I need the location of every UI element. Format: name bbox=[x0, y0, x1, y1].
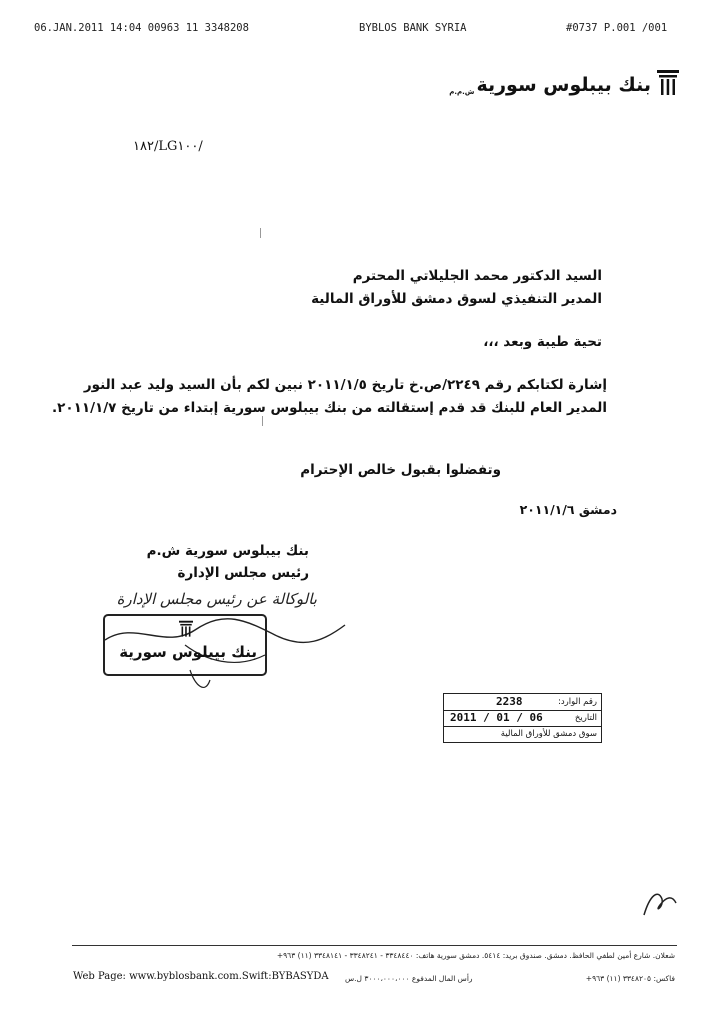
received-institution: سوق دمشق للأوراق المالية bbox=[500, 729, 597, 739]
body-line-2: المدير العام للبنك قد قدم إستقالته من بنك بيبلوس سورية إبتداء من تاريخ ٢٠١١/١/٧. bbox=[51, 400, 607, 416]
recipient-line-2: المدير التنفيذي لسوق دمشق للأوراق المالية bbox=[311, 291, 602, 307]
scan-mark bbox=[260, 228, 261, 238]
bank-stamp bbox=[103, 614, 267, 676]
initials-scribble bbox=[640, 885, 680, 921]
date-line: دمشق ٢٠١١/١/٦ bbox=[519, 502, 617, 517]
logo-text: بنك بيبلوس سوريةش.م.م bbox=[449, 74, 651, 96]
bank-stamp-text: بنك بيبلوس سورية bbox=[119, 643, 257, 661]
signatory-line-1: بنك بيبلوس سورية ش.م bbox=[146, 543, 309, 559]
handwritten-signatory: بالوكالة عن رئيس مجلس الإدارة bbox=[116, 590, 317, 608]
recipient-line-1: السيد الدكتور محمد الجليلاتي المحترم bbox=[352, 268, 602, 284]
scan-mark bbox=[262, 416, 263, 426]
body-line-1: إشارة لكتابكم رقم ٢٢٤٩/ص.خ تاريخ ٢٠١١/١/٥ نبين لكم بأن السيد وليد عبد النور bbox=[83, 377, 607, 393]
fax-sender: BYBLOS BANK SYRIA bbox=[359, 22, 467, 34]
footer-capital: رأس المال المدفوع ٣٠٠٠،٠٠٠،٠٠٠ ل.س bbox=[345, 974, 473, 983]
received-date-value: 2011 / 01 / 06 bbox=[450, 711, 543, 724]
received-date-row bbox=[444, 710, 601, 727]
footer-address: شعلان. شارع أمين لطفي الحافظ. دمشق. صندوق بريد: ٥٤١٤. دمشق سورية هاتف: ٣٣٤٨٤٤٠ - ٣٣٤٨٢٤١ - ٣٣٤٨١٤١ (١١) ٩٦٣+ bbox=[276, 951, 675, 960]
byblos-emblem-icon bbox=[657, 70, 679, 96]
received-number-label: رقم الوارد: bbox=[558, 697, 597, 707]
received-number-row bbox=[444, 694, 601, 711]
closing: وتفضلوا بقبول خالص الإحترام bbox=[300, 462, 501, 478]
fax-header bbox=[0, 22, 725, 40]
received-institution-row bbox=[444, 726, 601, 742]
fax-date-time: 06.JAN.2011 14:04 00963 11 3348208 bbox=[34, 22, 249, 34]
footer-divider bbox=[72, 945, 677, 946]
greeting: تحية طيبة وبعد ،،، bbox=[483, 334, 602, 350]
received-stamp bbox=[443, 693, 602, 743]
signatory-line-2: رئيس مجلس الإدارة bbox=[177, 565, 309, 581]
received-date-label: التاريخ bbox=[574, 713, 597, 723]
reference-number: ١٨٢/LG١٠٠/ bbox=[133, 139, 203, 154]
footer-web: Web Page: www.byblosbank.com.Swift:BYBASYDA bbox=[73, 971, 329, 982]
received-number-value: 2238 bbox=[496, 695, 523, 708]
footer-fax: فاكس: ٣٣٤٨٢٠٥ (١١) ٩٦٣+ bbox=[585, 974, 675, 983]
bank-logo bbox=[449, 64, 679, 96]
fax-page: #0737 P.001 /001 bbox=[566, 22, 668, 34]
byblos-emblem-icon bbox=[179, 620, 193, 638]
